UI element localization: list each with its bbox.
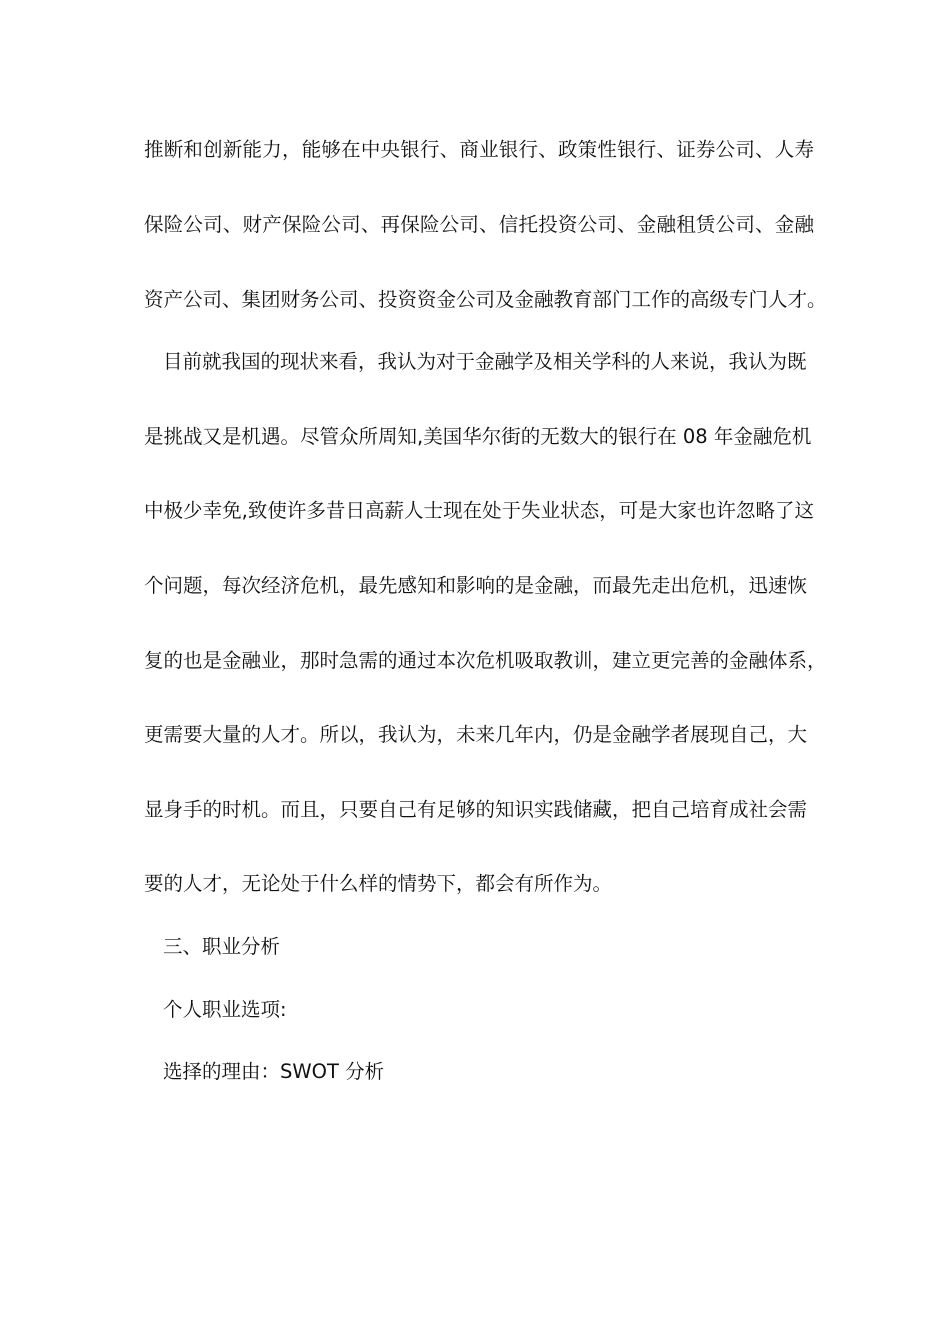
paragraph-2-line-5: 复的也是金融业，那时急需的通过本次危机吸取教训，建立更完善的金融体系， — [144, 649, 827, 672]
paragraph-2-line-6: 更需要大量的人才。所以，我认为，未来几年内，仍是金融学者展现自己，大 — [144, 723, 808, 746]
paragraph-2-line-4: 个问题，每次经济危机，最先感知和影响的是金融，而最先走出危机，迅速恢 — [144, 574, 808, 597]
paragraph-2-line-7: 显身手的时机。而且，只要自己有足够的知识实践储藏，把自己培育成社会需 — [144, 798, 808, 821]
paragraph-2-line-1: 目前就我国的现状来看，我认为对于金融学及相关学科的人来说，我认为既 — [163, 350, 807, 373]
reason-label: 选择的理由：SWOT 分析 — [163, 1060, 385, 1083]
paragraph-1-line-1: 推断和创新能力，能够在中央银行、商业银行、政策性银行、证券公司、人寿 — [144, 138, 814, 161]
paragraph-1-line-3: 资产公司、集团财务公司、投资资金公司及金融教育部门工作的高级专门人才。 — [144, 288, 827, 311]
section-heading: 三、职业分析 — [163, 935, 281, 958]
career-options-label: 个人职业选项: — [163, 998, 287, 1021]
paragraph-2-line-2: 是挑战又是机遇。尽管众所周知,美国华尔街的无数大的银行在 08 年金融危机 — [144, 425, 812, 448]
paragraph-1-line-2: 保险公司、财产保险公司、再保险公司、信托投资公司、金融租赁公司、金融 — [144, 213, 814, 236]
paragraph-2-line-8: 要的人才，无论处于什么样的情势下，都会有所作为。 — [144, 872, 613, 895]
paragraph-2-line-3: 中极少幸免,致使许多昔日高薪人士现在处于失业状态，可是大家也许忽略了这 — [144, 499, 814, 522]
